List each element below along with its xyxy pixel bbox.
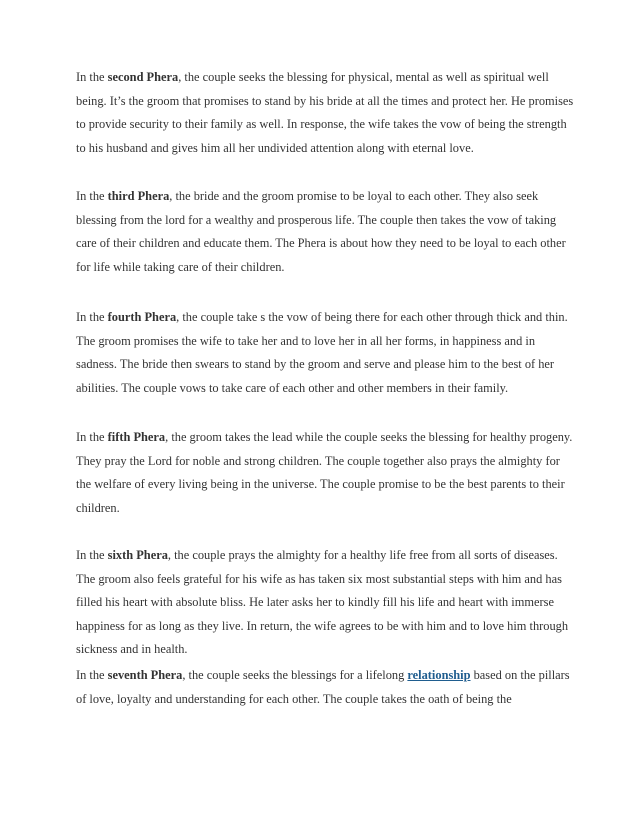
phera-heading: fifth Phera xyxy=(107,430,166,444)
paragraph-seventh-phera xyxy=(76,664,576,711)
paragraph-third-phera xyxy=(76,185,576,279)
phera-heading: fourth Phera xyxy=(107,310,177,324)
phera-heading: second Phera xyxy=(107,70,179,84)
paragraph-intro: In the xyxy=(76,70,108,84)
paragraph-intro: In the xyxy=(76,189,108,203)
paragraph-intro: In the xyxy=(76,430,108,444)
paragraph-fourth-phera xyxy=(76,306,576,400)
paragraph-body: , the bride and the groom promise to be loyal to each other. They also seek blessing from the lord for a wealthy and prosperous life. The couple then takes the vow of taking care of their children and educate them. The Phera is about how they need to be loyal to each other for life while taking care of their children. xyxy=(76,189,566,274)
phera-heading: seventh Phera xyxy=(107,668,183,682)
paragraph-body: , the couple take s the vow of being there for each other through thick and thin. The groom promises the wife to take her and to love her in all her forms, in happiness and in sadness. The bride then swears to stand by the groom and serve and please him to the best of her abilities. The couple vows to take care of each other and other members in their family. xyxy=(76,310,568,395)
paragraph-body: , the groom takes the lead while the couple seeks the blessing for healthy progeny. They pray the Lord for noble and strong children. The couple together also prays the almighty for the welfare of every living being in the universe. The couple promise to be the best parents to their children. xyxy=(76,430,573,515)
phera-heading: sixth Phera xyxy=(107,548,168,562)
paragraph-second-phera xyxy=(76,66,576,160)
paragraph-sixth-phera xyxy=(76,544,576,662)
paragraph-body-continued: based on the pillars of love, loyalty and understanding for each other. The couple takes the oath of being the xyxy=(76,668,570,706)
paragraph-body: , the couple seeks the blessings for a lifelong xyxy=(182,668,408,682)
paragraph-body: , the couple prays the almighty for a healthy life free from all sorts of diseases. The groom also feels grateful for his wife as has taken six most substantial steps with him and has filled his heart with absolute bliss. He later asks her to kindly fill his life and heart with immerse happiness for as long as they live. In return, the wife agrees to be with him and to love him through sickness and in health. xyxy=(76,548,569,656)
paragraph-intro: In the xyxy=(76,548,108,562)
phera-heading: third Phera xyxy=(107,189,170,203)
paragraph-intro: In the xyxy=(76,310,108,324)
paragraph-fifth-phera xyxy=(76,426,576,520)
relationship-link[interactable]: relationship xyxy=(407,668,471,682)
paragraph-intro: In the xyxy=(76,668,108,682)
paragraph-body: , the couple seeks the blessing for physical, mental as well as spiritual well being. It’s the groom that promises to stand by his bride at all the times and protect her. He promises to provide security to their family as well. In response, the wife takes the vow of being the strength to his husband and gives him all her undivided attention along with eternal love. xyxy=(76,70,574,155)
